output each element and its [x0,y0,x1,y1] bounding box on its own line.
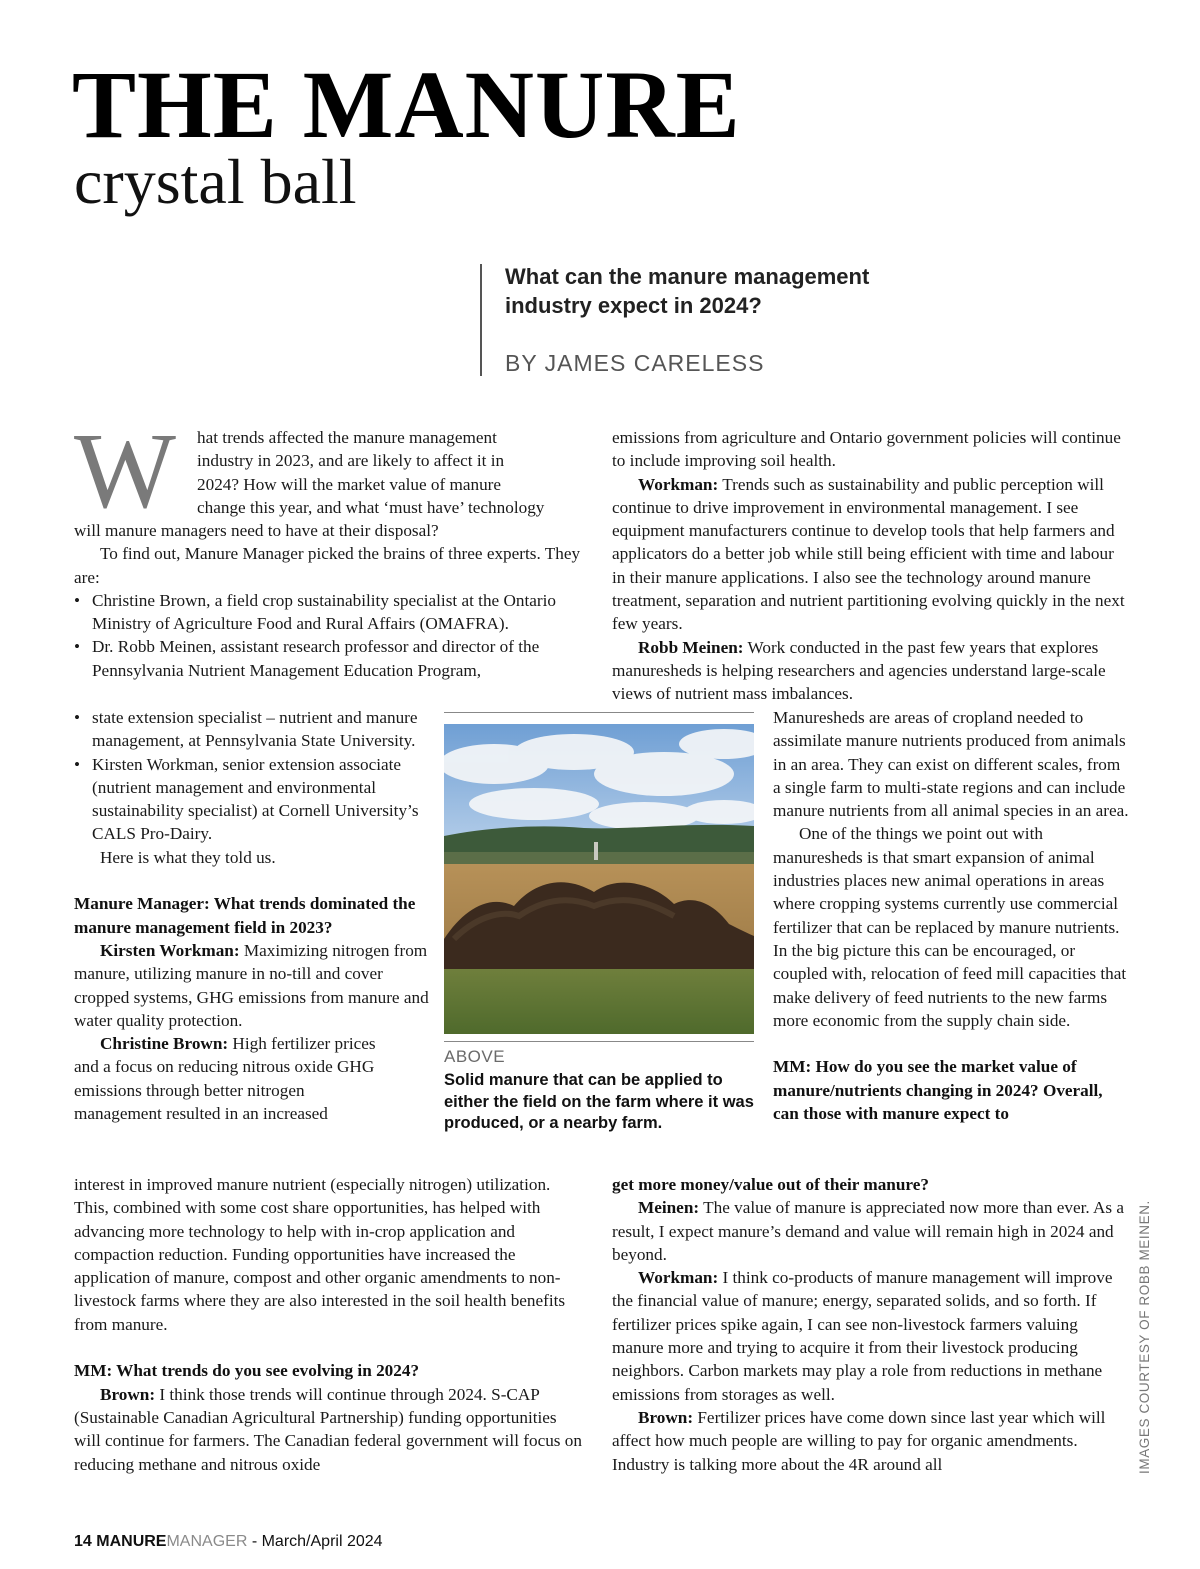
paragraph: emissions from agriculture and Ontario government policies will continue to include improving soil health. [612,428,1121,471]
speaker: Christine Brown: [100,1034,229,1054]
question-heading-cont: get more money/value out of their manure? [612,1175,929,1194]
expert-item-cont [92,706,432,753]
deck: What can the manure management industry expect in 2024? [505,264,870,318]
page-number: 14 [74,1533,92,1550]
expert-list-cont [74,706,432,846]
headline-subtitle: crystal ball [74,146,357,217]
paragraph: Manuresheds are areas of cropland needed to assimilate manure nutrients produced from animals in an area. They can exist on different scales, from a single farm to multi-state regions and can include manure nutrients from all animal species in an area. [773,708,1129,821]
answer-text: Maximizing nitrogen from manure, utilizing manure in no-till and cover cropped systems, GHG emissions from manure and water quality protection. [74,940,429,1030]
photo-rule-bottom [444,1041,754,1042]
answer-paragraph [612,1196,1128,1266]
expert-item: • Kirsten Workman, senior extension associate (nutrient management and environmental sustainability specialist) at Cornell University’s CALS Pro-Dairy. [92,753,432,846]
question-heading: MM: What trends do you see evolving in 2024? [74,1361,420,1381]
question-heading: MM: How do you see the market value of manure/nutrients changing in 2024? Overall, can those with manure expect to [773,1057,1103,1124]
intro-tail: will manure managers need to have at their disposal? [74,521,439,540]
manure-pile-photo [444,724,754,1034]
answer-paragraph [612,473,1128,636]
right-column-top [612,426,1128,706]
right-column-narrow [773,706,1129,1125]
grass [444,969,754,1034]
speaker: Workman: [638,474,719,494]
deck-rule [480,264,482,376]
expert-item-cont-text: state extension specialist – nutrient and manure management, at Pennsylvania State University. [92,708,418,751]
image-credit: IMAGES COURTESY OF ROBB MEINEN. [1137,1200,1152,1474]
speaker: Meinen: [638,1198,700,1218]
answer-text: High fertilizer prices and a focus on reducing nitrous oxide GHG emissions through better nitrogen management resulted in an increased [74,1034,376,1124]
speaker: Brown: [100,1384,156,1404]
answer-paragraph [612,1406,1128,1476]
silo [594,842,598,860]
question-heading: Manure Manager: What trends dominated the manure management field in 2023? [74,894,416,937]
expert-list [74,589,586,682]
paragraph: One of the things we point out with manuresheds is that smart expansion of animal industries places new animal operations in areas where cropping systems currently use commercial fertilizer that can be replaced by manure nutrients. In the big picture this can be encouraged, or coupled with, relocation of feed mill capacities that make delivery of feed nutrients to the new farms more economic from the supply chain side. [773,824,1127,1030]
drop-cap: W [74,412,176,531]
caption-label: ABOVE [444,1047,506,1066]
answer-text: I think those trends will continue through 2024. S-CAP (Sustainable Canadian Agricultural Partnership) funding opportunities will continue for farmers. The Canadian federal government will focus on reducing methane and nitrous oxide [74,1384,582,1474]
byline: BY JAMES CARELESS [505,350,765,376]
clouds [444,729,754,830]
expert-item: • Dr. Robb Meinen, assistant research professor and director of the Pennsylvania Nutrient Management Education Program, [92,635,586,682]
answer-text: I think co-products of manure management will improve the financial value of manure; energy, separated solids, and so forth. If fertilizer prices spike again, I can see non-livestock farmers valuing manure more and trying to acquire it from their livestock producing neighbors. Carbon markets may play a role from reductions in methane emissions from storages as well. [612,1268,1113,1404]
issue-date: - March/April 2024 [251,1533,383,1550]
magazine-name-light: MANAGER [166,1533,248,1550]
paragraph: interest in improved manure nutrient (especially nitrogen) utilization. This, combined with some cost share opportunities, has helped with advancing more technology to help with in-crop application and compaction reduction. Funding opportunities have increased the application of manure, compost and other organic amendments to non-livestock farms where they are also interested in the soil health benefits from manure. [74,1175,566,1334]
right-column-bottom [612,1173,1128,1476]
left-column-top [74,519,586,682]
headline: THE MANURE [72,51,741,158]
answer-paragraph [612,636,1128,706]
intro-line: industry in 2023, and are likely to affect it in [197,451,505,471]
magazine-name-bold: MANURE [96,1533,167,1550]
intro-line: change this year, and what ‘must have’ technology [197,497,545,517]
answer-text: The value of manure is appreciated now more than ever. As a result, I expect manure’s demand and value will remain high in 2024 and beyond. [612,1198,1125,1264]
page-footer [74,1533,383,1551]
intro-line: hat trends affected the manure management [197,428,497,447]
paragraph: Here is what they told us. [100,847,276,867]
answer-paragraph [612,1266,1128,1406]
answer-paragraph [74,1032,392,1125]
answer-text: Fertilizer prices have come down since last year which will affect how much people are willing to pay for organic amendments. Industry is talking more about the 4R around all [612,1407,1106,1474]
answer-text: Work conducted in the past few years that explores manuresheds is helping researchers and agencies understand large-scale views of nutrient mass imbalances. [612,637,1106,704]
paragraph: To find out, Manure Manager picked the brains of three experts. They are: [74,544,581,587]
photo [444,712,754,1042]
left-column-bottom [74,1173,586,1476]
tree-line [444,852,754,864]
answer-paragraph [74,939,432,1032]
left-column-narrow [74,706,432,1125]
intro-dropcap-lines [197,426,597,519]
answer-text: Trends such as sustainability and public perception will continue to drive improvement in environmental management. I see equipment manufacturers continue to develop tools that help farmers and applicators do a better job while still being efficient with time and labour in their manure applications. I also see the technology around manure treatment, separation and nutrient partitioning evolving quickly in the next few years. [612,474,1125,634]
photo-caption: Solid manure that can be applied to either the field on the farm where it was produced, or a nearby farm. [444,1071,754,1132]
speaker: Workman: [638,1268,719,1288]
answer-paragraph [74,1383,586,1476]
speaker: Robb Meinen: [638,637,744,657]
photo-rule-top [444,712,754,713]
speaker: Kirsten Workman: [100,940,240,960]
speaker: Brown: [638,1407,694,1427]
intro-line: 2024? How will the market value of manure [197,474,502,494]
expert-item: • Christine Brown, a field crop sustainability specialist at the Ontario Ministry of Agriculture Food and Rural Affairs (OMAFRA). [92,589,586,636]
